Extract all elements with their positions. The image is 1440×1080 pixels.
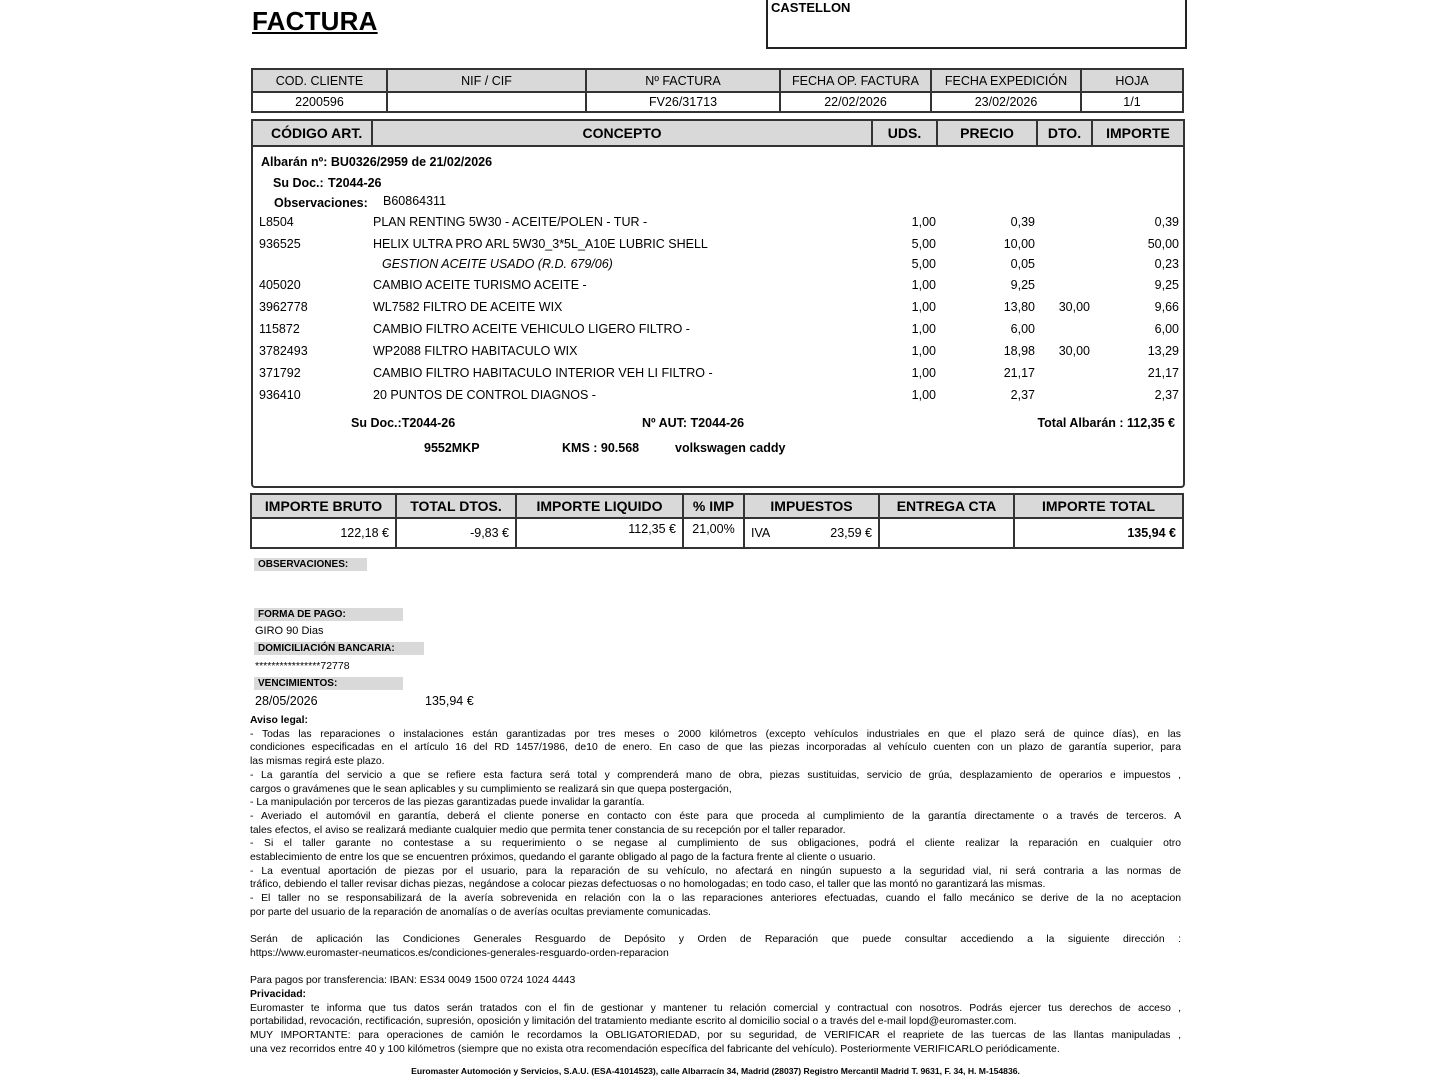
legal-line: por parte del usuario de la reparación de anomalías o de averías ocultas previamente comunicadas. [250,906,711,918]
forma-pago-label: FORMA DE PAGO: [254,608,403,621]
fecha-exp-value: 23/02/2026 [931,92,1081,112]
line-item-code: L8504 [259,215,294,229]
domiciliacion-value: ****************72778 [255,660,350,672]
total-albaran: Total Albarán : 112,35 € [1037,416,1175,430]
forma-pago-value: GIRO 90 Dias [255,625,324,637]
domiciliacion-label: DOMICILIACIÓN BANCARIA: [254,642,424,655]
lines-header [253,121,1183,147]
col-importe-liquido: IMPORTE LIQUIDO [516,494,683,518]
legal-line: tráfico, debiendo el taller revisar dichas piezas, negándose a colocar piezas defectuosas o no homologadas; en todo caso, el taller que las montó no garantizará las mismas. [250,879,1046,891]
line-item-price: 18,98 [1003,344,1035,358]
legal-line: - La garantía del servicio a que se refiere esta factura será total y comprenderá mano de obra, piezas sustituidas, servicio de grúa, desplazamiento de operarios e impuestos , [250,769,1181,781]
col-impuestos: IMPUESTOS [744,494,879,518]
col-codigo: CÓDIGO ART. [253,121,373,145]
customer-address-box [766,0,1187,49]
vencimientos-label: VENCIMIENTOS: [254,677,403,690]
line-item-amount: 2,37 [1154,388,1179,402]
line-item-amount: 9,66 [1154,300,1179,314]
observaciones-label: Observaciones: [274,196,368,210]
legal-line: - Averiado el automóvil en garantía, deberá el cliente ponerse en contacto con éste para que proceda al cumplimiento de la garantía directamente o a través de terceros. A [250,810,1181,822]
legal-line: cargos o gravámenes que le sean aplicables y su cumplimiento se realizará sin que quepa postergación, [250,783,732,795]
legal-line: - La eventual aportación de piezas por el usuario, para la reparación de su vehículo, no afectará en ningún supuesto a la seguridad vial, ni será contraria a las normas de [250,865,1181,877]
legal-line: establecimiento de entre los que se encuentren próximos, quedando el garante obligado al pago de la factura frente al cliente o usuario. [250,852,876,864]
line-item-price: 9,25 [1010,278,1035,292]
invoice-header-table [251,68,1184,113]
line-item-discount: 30,00 [1058,344,1090,358]
footer-n-aut: Nº AUT: T2044-26 [642,416,745,430]
line-item-price: 0,39 [1010,215,1035,229]
su-doc-label: Su Doc.: [273,176,324,190]
privacy-line: Euromaster te informa que tus datos serán tratados con el fin de gestionar y mantener tu relación comercial y contractual con nosotros. Podrás ejercer tus derechos de acceso , [250,1002,1181,1014]
hoja-value: 1/1 [1081,92,1183,112]
line-item-concept: PLAN RENTING 5W30 - ACEITE/POLEN - TUR - [373,215,648,229]
legal-spacer [250,961,1181,975]
col-dto: DTO. [1038,121,1093,145]
col-importe-total: IMPORTE TOTAL [1014,494,1183,518]
legal-line: - Si el taller garante no contestase a su requerimiento o se negase al cumplimiento de sus obligaciones, podrá el cliente realizar la reparación en cualquier otro [250,838,1181,850]
cod-cliente-value: 2200596 [252,92,387,112]
line-item-units: 5,00 [911,237,936,251]
line-item-concept: WL7582 FILTRO DE ACEITE WIX [373,300,563,314]
line-item-units: 1,00 [911,388,936,402]
line-item-code: 115872 [259,322,300,336]
legal-heading: Aviso legal: [250,715,308,726]
col-fecha-exp: FECHA EXPEDICIÓN [931,69,1081,92]
col-entrega-cta: ENTREGA CTA [879,494,1014,518]
vencimiento-date: 28/05/2026 [255,694,318,708]
conditions-line: Serán de aplicación las Condiciones Generales Resguardo de Depósito y Orden de Reparación que puede consultar accediendo a la siguiente dirección : [250,934,1181,946]
su-doc-value: T2044-26 [328,176,382,190]
line-item-amount: 6,00 [1154,322,1179,336]
total-dtos-value: -9,83 € [396,518,516,548]
line-item-concept: CAMBIO FILTRO ACEITE VEHICULO LIGERO FILTRO - [373,322,690,336]
entrega-cta-value [879,518,1014,548]
legal-spacer [250,920,1181,934]
vehicle-model: volkswagen caddy [675,441,786,455]
pct-imp-value: 21,00% [683,518,744,548]
col-uds: UDS. [873,121,938,145]
col-importe-bruto: IMPORTE BRUTO [251,494,396,518]
line-item-price: 13,80 [1003,300,1035,314]
importe-bruto-value: 122,18 € [251,518,396,548]
line-item-code: 3782493 [259,344,308,358]
col-pct-imp: % IMP [683,494,744,518]
col-nif: NIF / CIF [387,69,586,92]
line-item-units: 1,00 [911,278,936,292]
important-line: una vez recorridos entre 40 y 100 kilómetros (siempre que no exista otra recomendación específica del fabricante del vehículo). Posteriormente VERIFICARLO periódicamente. [250,1043,1060,1055]
line-item-concept: CAMBIO ACEITE TURISMO ACEITE - [373,278,587,292]
impuestos-cell [744,518,879,548]
conditions-url[interactable]: https://www.euromaster-neumaticos.es/condiciones-generales-resguardo-orden-reparacion [250,947,669,959]
line-item-code: 936525 [259,237,301,251]
line-item-units: 1,00 [911,322,936,336]
line-item-price: 10,00 [1003,237,1035,251]
footer-su-doc: Su Doc.:T2044-26 [351,416,456,430]
col-cod-cliente: COD. CLIENTE [252,69,387,92]
legal-line: condiciones especificadas en el artículo 16 del RD 1457/1986, de10 de enero. En caso de que las piezas incorporadas al vehículo cuenten con un plazo de garantía superior, para [250,742,1181,754]
line-item-units: 1,00 [911,366,936,380]
line-item-units: 1,00 [911,300,936,314]
legal-notice [250,714,1181,1057]
line-item-price: 6,00 [1010,322,1035,336]
customer-city: CASTELLON [771,0,851,15]
vencimiento-amount: 135,94 € [425,694,474,708]
line-item-price: 2,37 [1010,388,1035,402]
important-line: MUY IMPORTANTE: para operaciones de camión le recordamos la OBLIGATORIEDAD, por su seguridad, de VERIFICAR el reapriete de las tuercas de las llantas manipuladas , [250,1030,1181,1042]
iban-line: Para pagos por transferencia: IBAN: ES34 0049 1500 0724 1024 4443 [250,975,576,987]
line-item-concept: HELIX ULTRA PRO ARL 5W30_3*5L_A10E LUBRIC SHELL [373,237,708,251]
line-item-units: 1,00 [911,344,936,358]
line-item-code: 936410 [259,388,301,402]
line-item-code: 405020 [259,278,301,292]
observaciones-value: B60864311 [383,194,447,208]
col-fecha-op: FECHA OP. FACTURA [780,69,931,92]
legal-line: - Todas las reparaciones o instalaciones están garantizadas por tres meses o 2000 kilómetros (excepto vehículos industriales en que el plazo será de quince días), en las [250,728,1181,740]
line-item-code: 371792 [259,366,301,380]
col-precio: PRECIO [938,121,1038,145]
line-item-discount: 30,00 [1058,300,1090,314]
line-item-amount: 50,00 [1147,237,1179,251]
vehicle-plate: 9552MKP [424,441,480,455]
col-importe: IMPORTE [1106,125,1170,141]
line-item-code: 3962778 [259,300,308,314]
privacy-heading: Privacidad: [250,989,307,1001]
line-item-concept: CAMBIO FILTRO HABITACULO INTERIOR VEH LI FILTRO - [373,366,713,380]
col-hoja: HOJA [1081,69,1183,92]
line-item-concept: WP2088 FILTRO HABITACULO WIX [373,344,578,358]
nif-value [387,92,586,112]
legal-line: - La manipulación por terceros de las piezas garantizadas puede invalidar la garantía. [250,797,645,809]
line-item-units: 1,00 [911,215,936,229]
line-item-price: 21,17 [1003,366,1035,380]
observaciones-section-label: OBSERVACIONES: [254,558,367,571]
line-item-amount: 13,29 [1147,344,1179,358]
col-concepto: CONCEPTO [373,121,873,145]
n-factura-value: FV26/31713 [586,92,780,112]
col-n-factura: Nº FACTURA [586,69,780,92]
fecha-op-value: 22/02/2026 [780,92,931,112]
line-item-amount: 0,23 [1154,257,1179,271]
importe-liquido-value: 112,35 € [516,518,683,548]
legal-line: las mismas regirá este plazo. [250,756,385,768]
privacy-line: portabilidad, revocación, rectificación, supresión, oposición y limitación del tratamiento mediante escrito al domicilio social o a través del e-mail lopd@euromaster.com. [250,1016,1017,1028]
legal-line: - El taller no se responsabilizará de la avería sobrevenida en relación con la o las reparaciones anteriores efectuadas, cuando el fallo mecánico se derive de la no aceptacion [250,893,1181,905]
vehicle-kms: KMS : 90.568 [562,441,640,455]
company-footer: Euromaster Automoción y Servicios, S.A.U. (ESA-41014523), calle Albarracín 34, Madrid (28037) Registro Mercantil Madrid T. 9631, F. 34, H. M-154836. [411,1066,1020,1076]
invoice-lines-box [251,119,1185,488]
tax-amount: 23,59 € [830,526,872,540]
line-item-price: 0,05 [1010,257,1035,271]
line-item-amount: 9,25 [1154,278,1179,292]
line-item-concept: GESTION ACEITE USADO (R.D. 679/06) [382,257,613,271]
line-item-concept: 20 PUNTOS DE CONTROL DIAGNOS - [373,388,596,402]
totals-table [250,493,1184,549]
tax-name: IVA [751,526,771,540]
legal-line: tales efectos, el aviso se realizará mediante cualquier medio que permita tener constancia de su recepción por el taller reparador. [250,824,846,836]
line-item-amount: 21,17 [1147,366,1179,380]
importe-total-value: 135,94 € [1014,518,1183,548]
line-item-units: 5,00 [911,257,936,271]
albaran-line: Albarán nº: BU0326/2959 de 21/02/2026 [261,155,493,169]
line-item-amount: 0,39 [1154,215,1179,229]
col-total-dtos: TOTAL DTOS. [396,494,516,518]
document-title: FACTURA [252,6,378,36]
